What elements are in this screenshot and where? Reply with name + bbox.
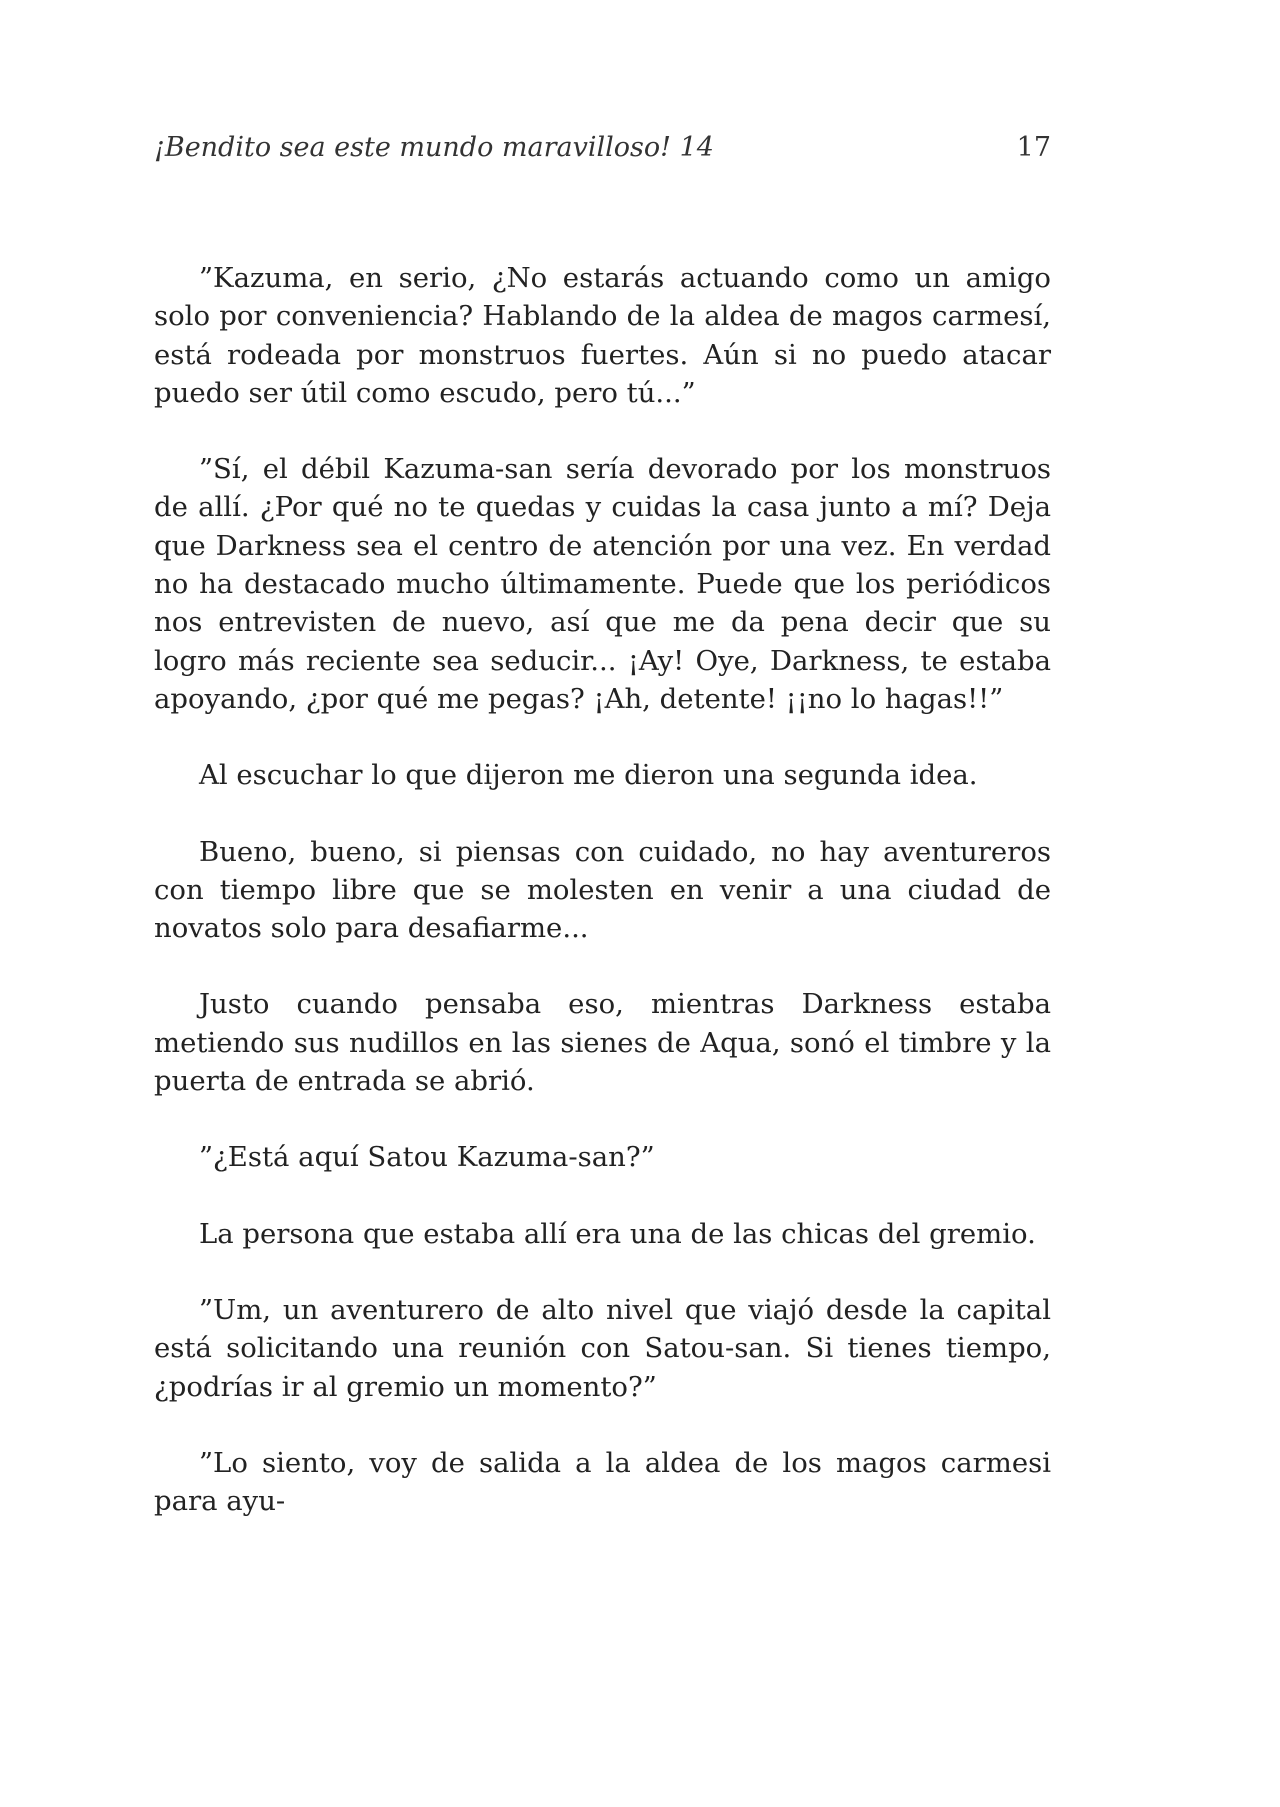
paragraph: Bueno, bueno, si piensas con cuidado, no hay aventureros con tiempo libre que se molesten en venir a una ciudad de novatos solo para desafiarme...	[154, 835, 1051, 945]
page-number: 17	[1016, 132, 1051, 163]
paragraph: La persona que estaba allí era una de las chicas del gremio.	[199, 1217, 1036, 1250]
paragraph: ”¿Está aquí Satou Kazuma-san?”	[199, 1141, 655, 1174]
paragraph: Justo cuando pensaba eso, mientras Darkness estaba metiendo sus nudillos en las sienes de Aqua, sonó el timbre y la puerta de entrada se abrió.	[154, 988, 1051, 1098]
book-title: ¡Bendito sea este mundo maravilloso! 14	[154, 132, 714, 163]
paragraph: ”Um, un aventurero de alto nivel que viajó desde la capital está solicitando una reunión con Satou-san. Si tienes tiempo, ¿podrías ir al gremio un momento?”	[154, 1293, 1051, 1403]
body-text	[154, 259, 1051, 1520]
paragraph: ”Sí, el débil Kazuma-san sería devorado por los monstruos de allí. ¿Por qué no te quedas y cuidas la casa junto a mí? Deja que Darkness sea el centro de atención por una vez. En verdad no ha destacado mucho últimamente. Puede que los periódicos nos entrevisten de nuevo, así que me da pena decir que su logro más reciente sea seducir... ¡Ay! Oye, Darkness, te estaba apoyando, ¿por qué me pegas? ¡Ah, detente! ¡¡no lo hagas!!”	[154, 453, 1051, 715]
paragraph: Al escuchar lo que dijeron me dieron una segunda idea.	[199, 759, 978, 792]
paragraph: ”Lo siento, voy de salida a la aldea de los magos carmesi para ayu-	[154, 1446, 1051, 1518]
running-header	[154, 128, 1051, 168]
paragraph: ”Kazuma, en serio, ¿No estarás actuando como un amigo solo por conveniencia? Hablando de la aldea de magos carmesí, está rodeada por monstruos fuertes. Aún si no puedo atacar puedo ser útil como escudo, pero tú...”	[154, 262, 1051, 409]
